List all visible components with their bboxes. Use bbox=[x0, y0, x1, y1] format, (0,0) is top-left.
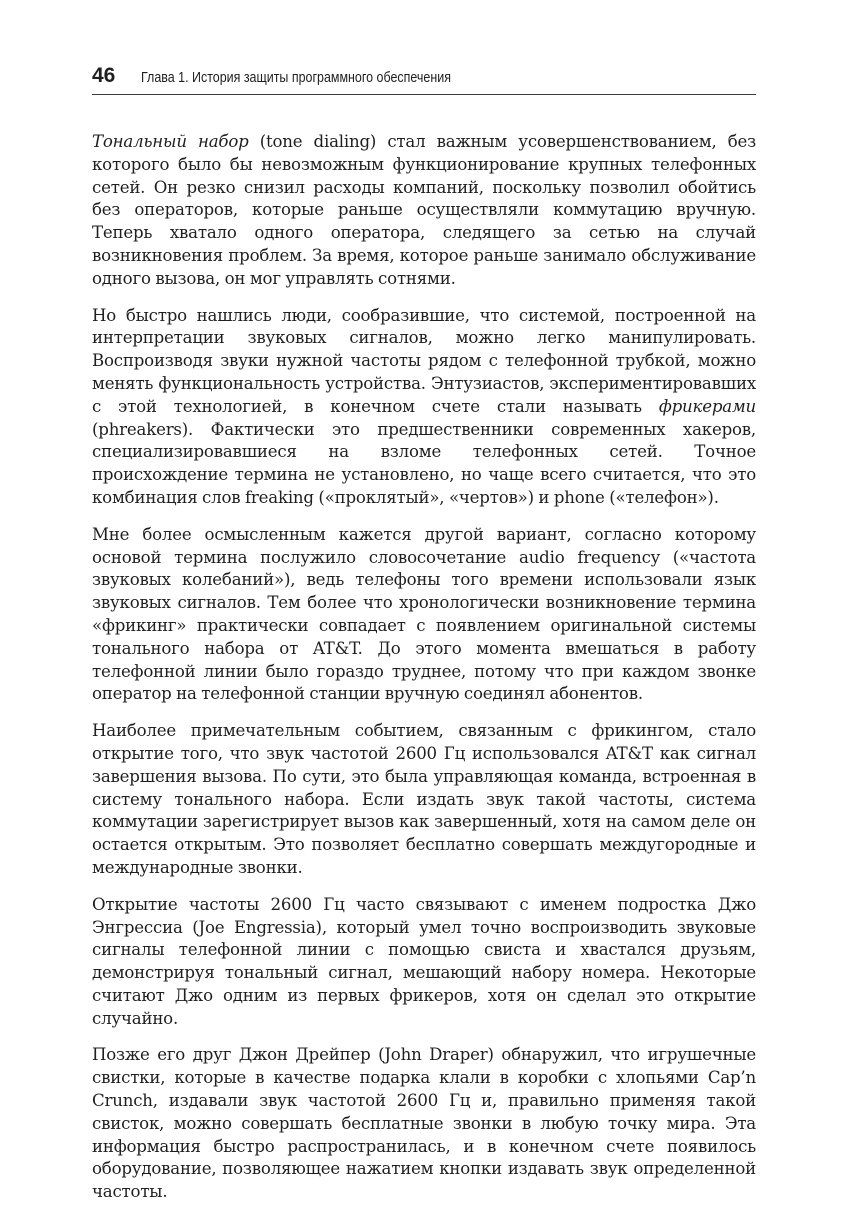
page-number: 46 bbox=[92, 64, 116, 87]
paragraph-text: (tone dialing) стал важным усовершенствованием, без которого было бы невозможным функционирование крупных телефонных сетей. Он резко снизил расходы компаний, поскольку позволил обойтись без операторов, которые раньше осуществляли коммутацию вручную. Теперь хватало одного оператора, следящего за сетью на случай возникновения проблем. За время, которое раньше занимало обслуживание одного вызова, он мог управлять сотнями. bbox=[92, 132, 757, 288]
paragraph bbox=[92, 131, 756, 291]
body-text bbox=[92, 131, 756, 1204]
paragraph-text: (phreakers). Фактически это предшественники современных хакеров, специализировавшиеся на взломе телефонных сетей. Точное происхождение термина не установлено, но чаще всего считается, что это комбинация слов freaking («проклятый», «чертов») и phone («телефон»). bbox=[92, 419, 756, 507]
paragraph: Мне более осмысленным кажется другой вариант, согласно которому основой термина послужило словосочетание audio frequency («частота звуковых колебаний»), ведь телефоны того времени использовали язык звуковых сигналов. Тем более что хронологически возникновение термина «фрикинг» практически совпадает с появлением оригинальной системы тонального набора от AT&T. До этого момента вмешаться в работу телефонной линии было гораздо труднее, потому что при каждом звонке оператор на телефонной станции вручную соединял абонентов. bbox=[92, 524, 756, 704]
running-title: Глава 1. История защиты программного обеспечения bbox=[141, 70, 452, 86]
paragraph: Открытие частоты 2600 Гц часто связывают с именем подростка Джо Энгрессиа (Joe Engressia), который умел точно воспроизводить звуковые сигналы телефонной линии с помощью свиста и хвастался друзьям, демонстрируя тональный сигнал, мешающий набору номера. Некоторые считают Джо одним из первых фрикеров, хотя он сделал это открытие случайно. bbox=[92, 894, 756, 1028]
term-tone-dialing: Тональный набор bbox=[92, 132, 249, 151]
paragraph-text: Но быстро нашлись люди, сообразившие, что системой, построенной на интерпретации звуковых сигналов, можно легко манипулировать. Воспроизводя звуки нужной частоты рядом с телефонной трубкой, можно менять функциональность устройства. Энтузиастов, экспериментировавших с этой технологией, в конечном счете стали называть bbox=[92, 305, 756, 416]
paragraph: Позже его друг Джон Дрейпер (John Draper) обнаружил, что игрушечные свистки, которые в качестве подарка клали в коробки с хлопьями Cap’n Crunch, издавали звук частотой 2600 Гц и, правильно применяя такой свисток, можно совершать бесплатные звонки в любую точку мира. Эта информация быстро распространилась, и в конечном счете появилось оборудование, позволяющее нажатием кнопки издавать звук определенной частоты. bbox=[92, 1045, 756, 1202]
page-header bbox=[92, 62, 756, 95]
term-phreakers: фрикерами bbox=[658, 396, 756, 416]
paragraph bbox=[92, 305, 756, 510]
paragraph: Наиболее примечательным событием, связанным с фрикингом, стало открытие того, что звук частотой 2600 Гц использовался AT&T как сигнал завершения вызова. По сути, это была управляющая команда, встроенная в систему тонального набора. Если издать звук такой частоты, система коммутации зарегистрирует вызов как завершенный, хотя на самом деле он остается открытым. Это позволяет бесплатно совершать междугородные и международные звонки. bbox=[92, 721, 756, 877]
book-page bbox=[92, 62, 756, 1218]
